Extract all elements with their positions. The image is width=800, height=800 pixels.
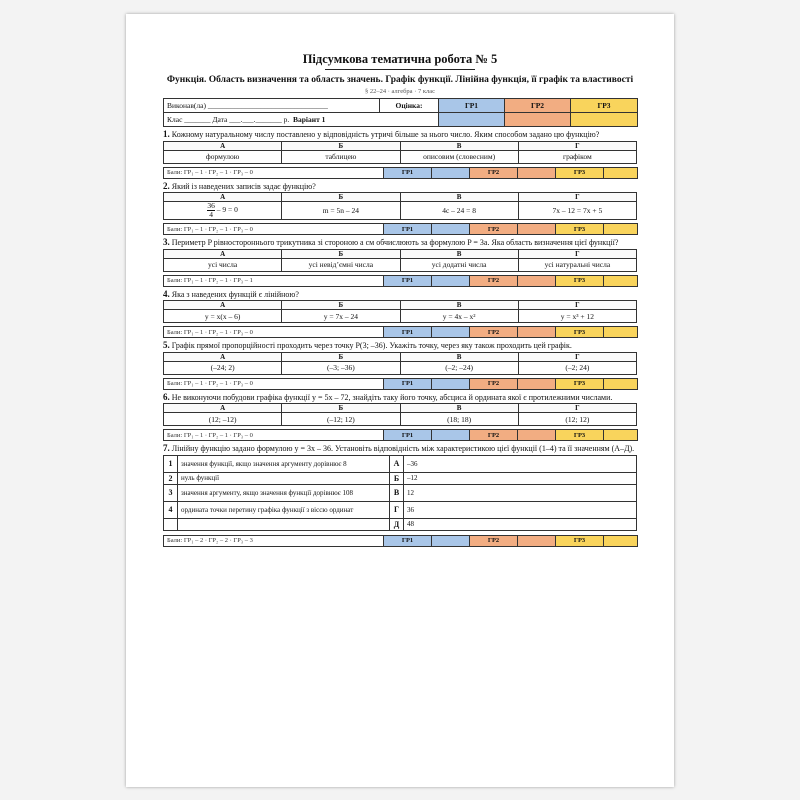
answer-options-table (163, 403, 637, 426)
question-number: 7. (163, 443, 170, 453)
worksheet-page (126, 14, 674, 787)
answer-option[interactable]: y = 4x – x² (400, 310, 518, 323)
answer-option[interactable]: y = x³ + 12 (518, 310, 636, 323)
class-date-field[interactable]: Клас _______ Дата ___.___._______ р. (167, 115, 290, 124)
value-letter: В (390, 484, 404, 501)
characteristic-text: нуль функції (178, 472, 390, 484)
question-4 (163, 290, 637, 300)
option-letter: В (400, 141, 518, 150)
title-underline (325, 69, 475, 70)
answer-option[interactable]: (–2; 24) (518, 361, 636, 374)
option-letter: А (164, 301, 282, 310)
question-1 (163, 130, 637, 140)
matching-row (164, 501, 637, 518)
option-letter: А (164, 404, 282, 413)
group-3-label: ГР3 (556, 167, 604, 178)
score-row-q7 (163, 535, 638, 547)
answer-options-table (163, 141, 637, 164)
answer-options-table (163, 300, 637, 323)
question-text: Лінійну функцію задано формулою y = 3x – 36. Установіть відповідність між характеристикою цієї функції (1–4) та її значенням (А–Д). (171, 444, 635, 453)
matching-row (164, 518, 637, 530)
group-2-answer-cell[interactable] (518, 224, 556, 235)
characteristic-number: 2 (164, 472, 178, 484)
group-3-header: ГР3 (571, 99, 638, 113)
group-1-label: ГР1 (384, 275, 432, 286)
group-1-answer-cell[interactable] (432, 224, 470, 235)
group-1-answer-cell[interactable] (432, 378, 470, 389)
score-row (163, 429, 638, 441)
characteristic-text (178, 518, 390, 530)
answer-option[interactable]: y = 7x – 24 (282, 310, 400, 323)
group-3-answer-cell[interactable] (604, 378, 638, 389)
question-text: Периметр P рівностороннього трикутника зі стороною a см обчислюють за формулою P = 3a. Яка область визначення цієї функції? (171, 238, 619, 247)
answer-option[interactable]: усі додатні числа (400, 258, 518, 271)
group-2-header: ГР2 (505, 99, 571, 113)
answer-option[interactable]: (–3; –36) (282, 361, 400, 374)
page-subtitle: Функція. Область визначення та область значень. Графік функції. Лінійна функція, її графік та властивості (166, 75, 634, 85)
group-1-answer-cell[interactable] (432, 275, 470, 286)
answer-option[interactable]: усі натуральні числа (518, 258, 636, 271)
question-text: Графік прямої пропорційності проходить через точку P(3; –36). Укажіть точку, через яку також проходить цей графік. (171, 341, 572, 350)
class-date-line[interactable] (164, 113, 439, 127)
group-3-label: ГР3 (556, 535, 604, 546)
answer-option[interactable]: (18; 18) (400, 413, 518, 426)
answer-option[interactable]: y = x(x – 6) (164, 310, 282, 323)
answer-option[interactable]: таблицею (282, 150, 400, 163)
option-letter: А (164, 352, 282, 361)
score-label: Бали: ГР₁ – 1 · ГР₂ – 1 · ГР₃ – 0 (164, 430, 384, 441)
question-7 (163, 444, 637, 454)
value-letter: Г (390, 501, 404, 518)
answer-options-table (163, 352, 637, 375)
group-3-answer-cell[interactable] (604, 224, 638, 235)
option-letter: Г (518, 141, 636, 150)
group-2-label: ГР2 (470, 275, 518, 286)
group-2-answer-cell[interactable] (518, 430, 556, 441)
value-text[interactable]: 12 (404, 484, 637, 501)
matching-row (164, 455, 637, 472)
score-label: Бали: ГР₁ – 1 · ГР₂ – 1 · ГР₃ – 1 (164, 275, 384, 286)
group-3-answer-cell[interactable] (604, 275, 638, 286)
group-3-answer-cell[interactable] (604, 430, 638, 441)
matching-row (164, 484, 637, 501)
option-letter: А (164, 249, 282, 258)
answer-option[interactable]: усі невід’ємні числа (282, 258, 400, 271)
question-text: Яка з наведених функцій є лінійною? (171, 289, 299, 299)
option-letter: Б (282, 301, 400, 310)
value-text[interactable]: –36 (404, 455, 637, 472)
performer-field[interactable]: Виконав(ла) ________________________________ (164, 99, 380, 113)
option-letter: Г (518, 301, 636, 310)
group-3-label: ГР3 (556, 378, 604, 389)
group-2-answer-cell[interactable] (518, 327, 556, 338)
answer-option[interactable]: (12; 12) (518, 413, 636, 426)
option-letter: В (400, 352, 518, 361)
answer-option[interactable]: (–2; –24) (400, 361, 518, 374)
group-1-label: ГР1 (384, 430, 432, 441)
group-2-answer-cell[interactable] (518, 535, 556, 546)
group-2-answer-cell[interactable] (518, 378, 556, 389)
option-letter: В (400, 404, 518, 413)
group-2-answer-cell[interactable] (518, 167, 556, 178)
option-letter: Б (282, 404, 400, 413)
option-letter: В (400, 193, 518, 202)
value-letter: Б (390, 472, 404, 484)
score-label: Бали: ГР₁ – 1 · ГР₂ – 1 · ГР₃ – 0 (164, 378, 384, 389)
option-letter: Г (518, 249, 636, 258)
question-number: 5. (163, 340, 170, 350)
matching-row (164, 472, 637, 484)
option-letter: Б (282, 193, 400, 202)
question-text: Кожному натуральному числу поставлено у відповідність утричі більше за нього число. Яким способом задано цю функцію? (171, 130, 600, 139)
characteristic-number: 1 (164, 455, 178, 472)
value-letter: Д (390, 518, 404, 530)
group-2-label: ГР2 (470, 378, 518, 389)
group-3-grade-cell[interactable] (571, 113, 638, 127)
group-3-label: ГР3 (556, 327, 604, 338)
answer-options-table (163, 249, 637, 272)
group-2-answer-cell[interactable] (518, 275, 556, 286)
group-3-label: ГР3 (556, 275, 604, 286)
answer-option[interactable]: усі числа (164, 258, 282, 271)
score-row (163, 275, 638, 287)
variant-label: Варіант 1 (292, 115, 326, 124)
group-1-answer-cell[interactable] (432, 535, 470, 546)
questions-container (163, 130, 637, 441)
option-letter: Б (282, 249, 400, 258)
score-row (163, 223, 638, 235)
question-number: 1. (163, 129, 170, 139)
question-number: 6. (163, 391, 170, 402)
question-6 (163, 393, 637, 403)
score-label: Бали: ГР₁ – 1 · ГР₂ – 1 · ГР₃ – 0 (164, 224, 384, 235)
question-text: Не виконуючи побудови графіка функції y = 5x – 72, знайдіть таку його точку, абсциса й ордината якої є протилежними числами. (171, 392, 613, 402)
group-1-answer-cell[interactable] (432, 167, 470, 178)
answer-option[interactable]: $\frac{36}{4}$ – 9 = 0 (164, 202, 282, 220)
group-3-answer-cell[interactable] (604, 327, 638, 338)
characteristic-number (164, 518, 178, 530)
question-5 (163, 341, 637, 351)
answer-option[interactable]: (–12; 12) (282, 413, 400, 426)
group-2-label: ГР2 (470, 535, 518, 546)
option-letter: Г (518, 193, 636, 202)
grade-label: Оцінка: (380, 99, 439, 113)
group-1-label: ГР1 (384, 167, 432, 178)
answer-option[interactable]: m = 5n – 24 (282, 202, 400, 220)
option-letter: Г (518, 404, 636, 413)
group-1-header: ГР1 (439, 99, 505, 113)
section-caption: § 22–24 · алгебра · 7 клас (364, 88, 436, 95)
answer-option[interactable]: 7x – 12 = 7x + 5 (518, 202, 636, 220)
question-number: 4. (163, 288, 170, 299)
score-row (163, 378, 638, 390)
group-1-label: ГР1 (384, 535, 432, 546)
group-1-label: ГР1 (384, 224, 432, 235)
characteristic-number: 4 (164, 501, 178, 518)
score-label: Бали: ГР₁ – 1 · ГР₂ – 1 · ГР₃ – 0 (164, 167, 384, 178)
value-text[interactable]: 36 (404, 501, 637, 518)
answer-option[interactable]: (–24; 2) (164, 361, 282, 374)
matching-table (163, 455, 637, 531)
option-letter: Б (282, 352, 400, 361)
group-2-grade-cell[interactable] (505, 113, 571, 127)
group-2-label: ГР2 (470, 167, 518, 178)
characteristic-text: значення аргументу, якщо значення функції дорівнює 108 (178, 484, 390, 501)
group-3-answer-cell[interactable] (604, 535, 638, 546)
group-1-grade-cell[interactable] (439, 113, 505, 127)
question-number: 3. (163, 237, 170, 247)
value-text[interactable]: –12 (404, 472, 637, 484)
page-title: Підсумкова тематична робота № 5 (302, 52, 498, 66)
value-letter: А (390, 455, 404, 472)
group-1-label: ГР1 (384, 378, 432, 389)
fraction: $\frac{36}{4}$ (207, 201, 215, 219)
option-letter: А (164, 141, 282, 150)
option-letter: А (164, 193, 282, 202)
question-text: Який із наведених записів задає функцію? (171, 181, 316, 191)
answer-option[interactable]: 4c – 24 = 8 (400, 202, 518, 220)
answer-option[interactable]: графіком (518, 150, 636, 163)
header-table (163, 98, 638, 127)
score-label: Бали: ГР₁ – 1 · ГР₂ – 1 · ГР₃ – 0 (164, 327, 384, 338)
characteristic-text: значення функції, якщо значення аргументу дорівнює 8 (178, 455, 390, 472)
question-2 (163, 182, 637, 192)
score-label: Бали: ГР₁ – 2 · ГР₂ – 2 · ГР₃ – 3 (164, 535, 384, 546)
option-letter: В (400, 301, 518, 310)
group-3-answer-cell[interactable] (604, 167, 638, 178)
question-number: 2. (163, 180, 170, 191)
answer-options-table (163, 192, 637, 220)
group-3-label: ГР3 (556, 224, 604, 235)
value-text[interactable]: 48 (404, 518, 637, 530)
answer-option[interactable]: (12; –12) (164, 413, 282, 426)
group-3-label: ГР3 (556, 430, 604, 441)
option-letter: Б (282, 141, 400, 150)
option-letter: В (400, 249, 518, 258)
option-letter: Г (518, 352, 636, 361)
score-row (163, 326, 638, 338)
group-1-answer-cell[interactable] (432, 327, 470, 338)
worksheet-content (163, 52, 637, 547)
group-2-label: ГР2 (470, 224, 518, 235)
score-row (163, 167, 638, 179)
group-1-answer-cell[interactable] (432, 430, 470, 441)
answer-option[interactable]: формулою (164, 150, 282, 163)
answer-option[interactable]: описовим (словесним) (400, 150, 518, 163)
group-2-label: ГР2 (470, 327, 518, 338)
question-3 (163, 238, 637, 248)
characteristic-number: 3 (164, 484, 178, 501)
group-2-label: ГР2 (470, 430, 518, 441)
group-1-label: ГР1 (384, 327, 432, 338)
characteristic-text: ордината точки перетину графіка функції з віссю ординат (178, 501, 390, 518)
